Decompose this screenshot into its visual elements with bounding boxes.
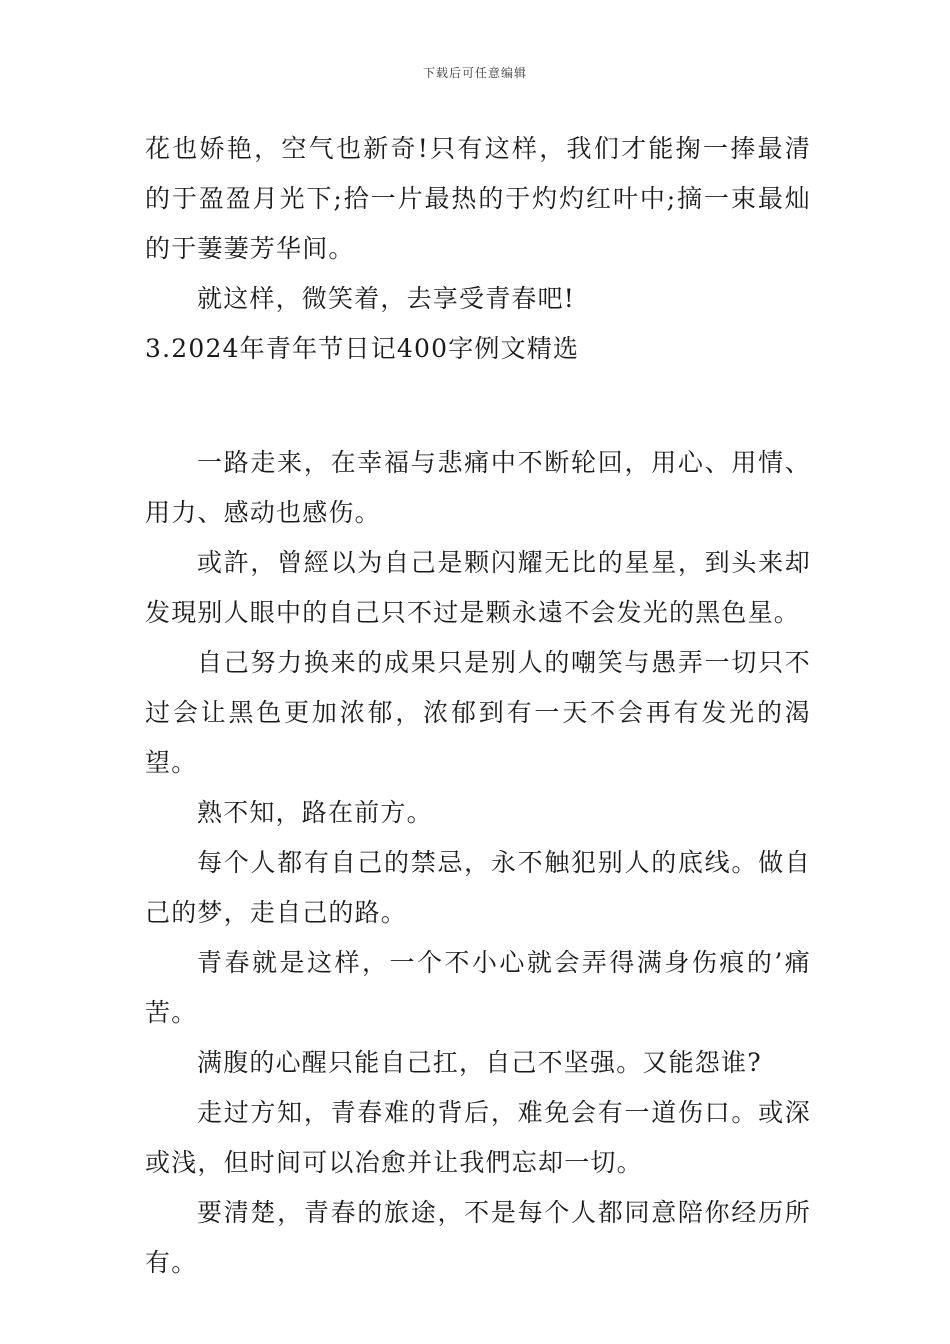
paragraph: 花也娇艳，空气也新奇!只有这样，我们才能掬一捧最清的于盈盈月光下;拾一片最热的于灼灼红叶中;摘一束最灿的于萋萋芳华间。 [145, 134, 811, 263]
paragraph: 一路走来，在幸福与悲痛中不断轮回，用心、用情、用力、感动也感伤。 [145, 448, 811, 527]
paragraph: 走过方知，青春难的背后，难免会有一道伤口。或深或浅，但时间可以冶愈并让我們忘却一切。 [145, 1098, 811, 1177]
paragraph: 青春就是这样，一个不小心就会弄得满身伤痕的’痛苦。 [145, 948, 811, 1027]
paragraph: 自己努力换来的成果只是别人的嘲笑与愚弄一切只不过会让黑色更加浓郁，浓郁到有一天不会再有发光的渴望。 [145, 648, 811, 777]
paragraph: 满腹的心醒只能自己扛，自己不坚强。又能怨谁? [197, 1048, 762, 1077]
section-heading: 3.2024年青年节日记400字例文精选 [145, 334, 580, 363]
paragraph: 要清楚，青春的旅途，不是每个人都同意陪你经历所有。 [145, 1198, 811, 1277]
document-body [145, 124, 811, 1288]
paragraph: 每个人都有自己的禁忌，永不触犯别人的底线。做自己的梦，走自己的路。 [145, 848, 811, 927]
page-header: 下载后可任意编辑 [422, 66, 527, 80]
paragraph: 或許，曾經以为自己是颗闪耀无比的星星，到头来却发現别人眼中的自己只不过是颗永遠不会发光的黑色星。 [145, 548, 811, 627]
section-spacer [145, 374, 811, 438]
paragraph: 就这样，微笑着，去享受青春吧! [197, 284, 576, 313]
paragraph: 熟不知，路在前方。 [197, 798, 433, 827]
